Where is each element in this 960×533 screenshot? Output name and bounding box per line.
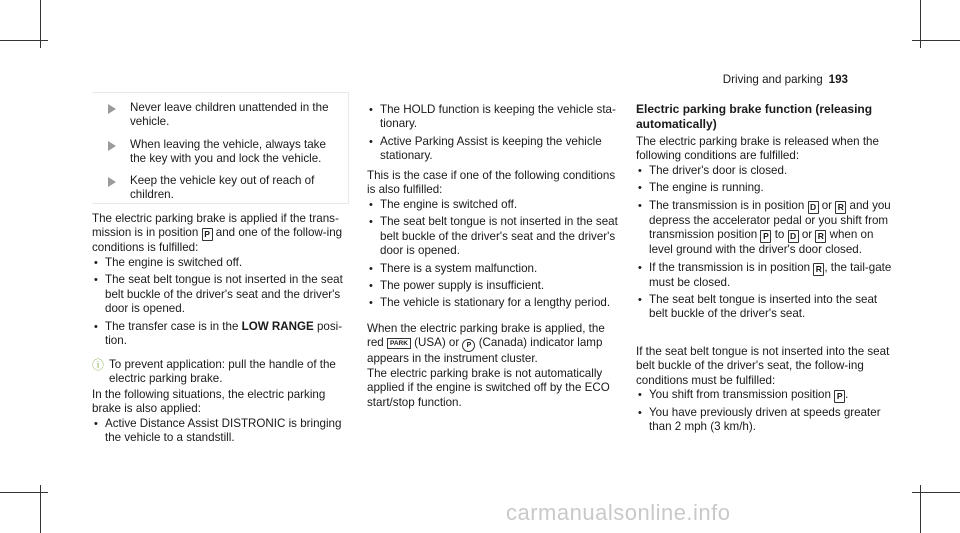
- paragraph-eco: The electric parking brake is not automatically applied if the engine is switched off by the ECO start/stop function.: [367, 367, 610, 409]
- note: ⓘ To prevent application: pull the handle of the electric parking brake.: [92, 358, 336, 386]
- running-head: [723, 73, 848, 87]
- list-item: • You have previously driven at speeds greater than 2 mph (3 km/h).: [636, 406, 892, 435]
- list-item: • The engine is running.: [636, 181, 892, 195]
- gear-r-icon: R: [815, 230, 826, 243]
- paragraph-intro: The electric parking brake is applied if the trans-mission is in position P and one of the follow-ing conditions is fulfilled:: [92, 212, 343, 255]
- info-icon: ⓘ: [92, 358, 105, 372]
- list-item: • Active Parking Assist is keeping the vehicle stationary.: [367, 135, 622, 164]
- list-item: • The seat belt tongue is not inserted in the seat belt buckle of the driver's seat and the driver's door is opened.: [367, 215, 622, 258]
- list-item: • The engine is switched off.: [367, 198, 622, 212]
- crop-mark: [920, 485, 921, 533]
- crop-mark: [40, 0, 41, 48]
- list-item: • The engine is switched off.: [92, 256, 350, 270]
- list-item: • If the transmission is in position R , the tail-gate must be closed.: [636, 261, 892, 290]
- arrow-icon: [108, 104, 116, 114]
- section-title: Driving and parking: [722, 73, 823, 86]
- park-canada-indicator-icon: P: [462, 339, 475, 352]
- situation-list: [92, 417, 350, 449]
- arrow-icon: [108, 141, 116, 151]
- situation-list: [367, 103, 622, 167]
- paragraph-case: This is the case if one of the following conditions is also fulfilled:: [367, 169, 616, 197]
- condition-list: [92, 256, 350, 351]
- list-item: • Active Distance Assist DISTRONIC is bringing the vehicle to a standstill.: [92, 417, 350, 446]
- page-number: 193: [828, 73, 848, 86]
- list-item: • The transmission is in position D or R and you depress the accelerator pedal or you shift from transmission position P to D or R when on level ground with the driver's door closed.: [636, 199, 892, 258]
- list-item: • The driver's door is closed.: [636, 164, 892, 178]
- gear-p-icon: P: [834, 390, 845, 403]
- list-item: • The transfer case is in the LOW RANGE posi-tion.: [92, 320, 350, 349]
- gear-d-icon: D: [788, 230, 799, 243]
- paragraph-intro: The electric parking brake is released when the following conditions are fulfilled:: [636, 135, 879, 163]
- gear-p-icon: P: [202, 228, 213, 241]
- arrow-icon: [108, 177, 116, 187]
- crop-mark: [40, 485, 41, 533]
- list-item: • The seat belt tongue is not inserted in the seat belt buckle of the driver's seat and the driver's door is opened.: [92, 273, 350, 316]
- crop-mark: [920, 0, 921, 48]
- paragraph-indicator: When the electric parking brake is applied, the red PARK (USA) or P (Canada) indicator lamp appears in the instrument cluster.: [367, 322, 605, 366]
- warning-box: [92, 92, 349, 204]
- park-indicator-icon: PARK: [387, 338, 411, 349]
- warning-item: Never leave children unattended in the vehicle.: [108, 101, 338, 130]
- condition-list: [636, 388, 892, 438]
- paragraph-not-inserted: If the seat belt tongue is not inserted into the seat belt buckle of the driver's seat, the follow-ing conditions must be fulfilled:: [636, 345, 890, 387]
- list-item: • The power supply is insufficient.: [367, 279, 622, 293]
- release-condition-list: [636, 164, 892, 325]
- list-item: • There is a system malfunction.: [367, 262, 622, 276]
- watermark: carmanualsonline.info: [506, 500, 731, 525]
- list-item: • The HOLD function is keeping the vehicle sta-tionary.: [367, 103, 622, 132]
- section-heading: Electric parking brake function (releasing automatically): [636, 102, 873, 131]
- list-item: • The vehicle is stationary for a lengthy period.: [367, 296, 622, 310]
- gear-p-icon: P: [760, 230, 771, 243]
- condition-list: [367, 198, 622, 314]
- gear-r-icon: R: [835, 201, 846, 214]
- warning-item: When leaving the vehicle, always take the key with you and lock the vehicle.: [108, 138, 338, 167]
- list-item: • The seat belt tongue is inserted into the seat belt buckle of the driver's seat.: [636, 293, 892, 322]
- paragraph-following: In the following situations, the electric parking brake is also applied:: [92, 388, 326, 416]
- gear-d-icon: D: [808, 201, 819, 214]
- gear-r-icon: R: [813, 263, 824, 276]
- list-item: • You shift from transmission position P .: [636, 388, 892, 403]
- warning-item: Keep the vehicle key out of reach of children.: [108, 174, 338, 203]
